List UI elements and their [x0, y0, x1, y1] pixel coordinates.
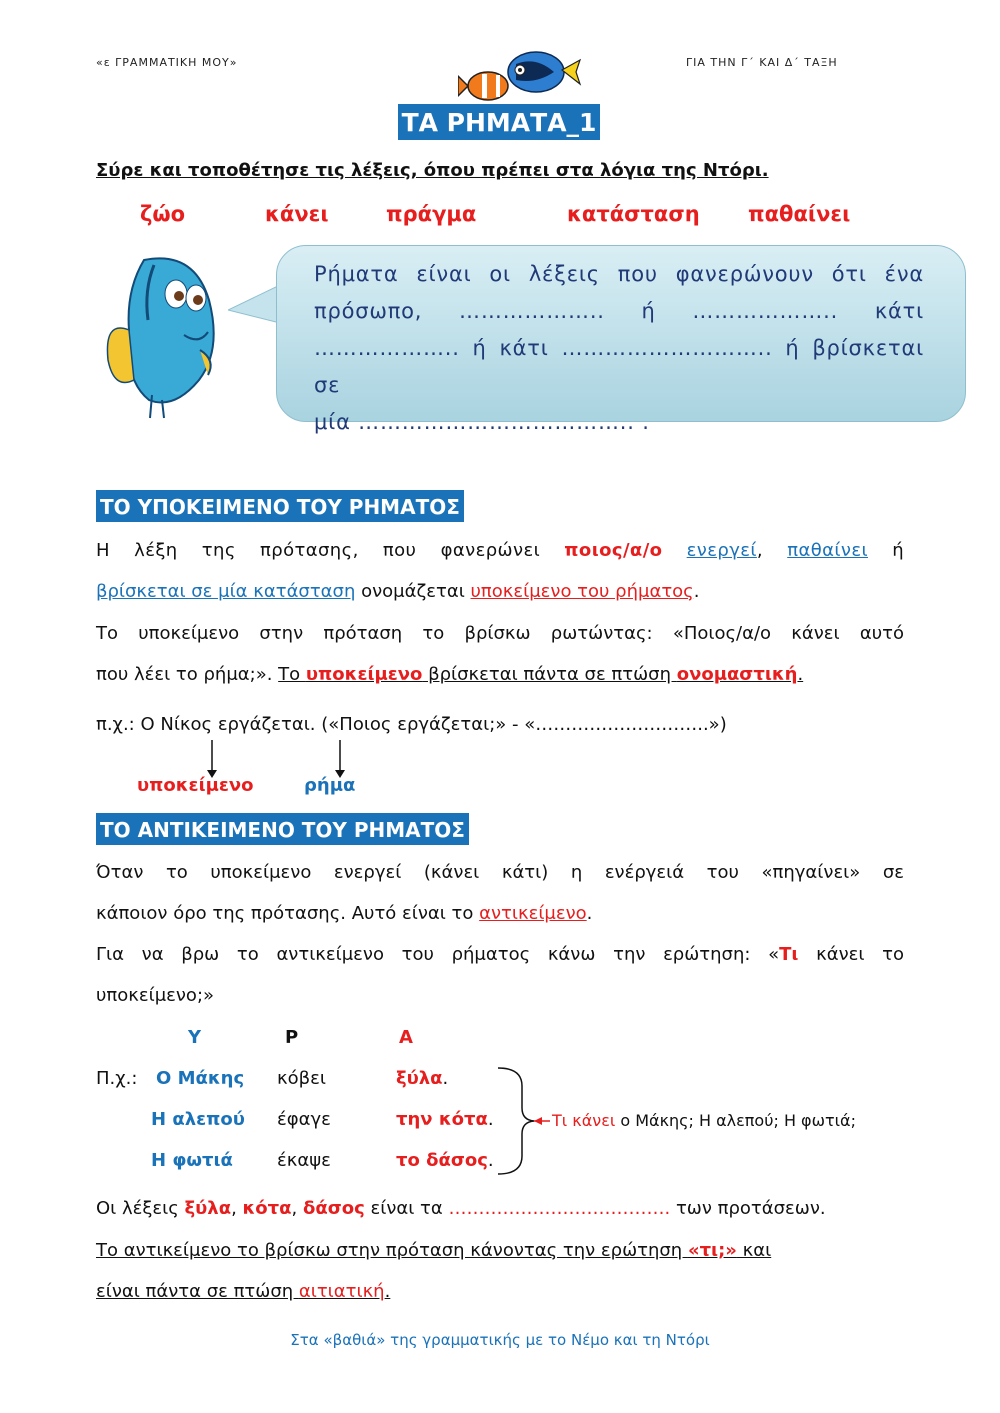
drag-word-zoo[interactable]: ζώο: [140, 202, 186, 226]
instruction-text: Σύρε και τοποθέτησε τις λέξεις, όπου πρέπει στα λόγια της Ντόρι.: [96, 160, 769, 181]
subject-paragraph-line1: Η λέξη της πρότασης, που φανερώνει ποιος/α/ο ενεργεί, παθαίνει ή: [96, 540, 904, 561]
text: που λέει το ρήμα;».: [96, 664, 273, 685]
object-paragraph-line4: υποκείμενο;»: [96, 985, 215, 1006]
text-xyla: ξύλα: [184, 1198, 232, 1219]
object-paragraph-line3: [96, 944, 904, 965]
answer-blank[interactable]: ……………………………….: [448, 1198, 671, 1219]
label-subject: υποκείμενο: [137, 775, 254, 796]
bubble-line-2e: κάτι: [874, 299, 924, 323]
drag-word-pathainei[interactable]: παθαίνει: [748, 202, 851, 226]
object-paragraph-line2: κάποιον όρο της πρότασης. Αυτό είναι το αντικείμενο.: [96, 903, 593, 924]
row1-verb: κόβει: [277, 1068, 326, 1089]
subject-paragraph-line3: Το υποκείμενο στην πρόταση το βρίσκω ρωτώντας: «Ποιος/α/ο κάνει αυτό: [96, 623, 904, 644]
blank-2[interactable]: ………………..: [692, 299, 839, 323]
col-header-r: Ρ: [285, 1027, 299, 1048]
bubble-line-3[interactable]: ……………….. ή κάτι ……………………….. ή βρίσκεται σε: [314, 336, 924, 397]
row1-subject: Ο Μάκης: [156, 1068, 245, 1089]
text: ονομάζεται: [355, 581, 471, 602]
row3-subject: Η φωτιά: [151, 1150, 233, 1171]
text: είναι τα: [364, 1198, 449, 1219]
text-subject-term: υποκείμενο του ρήματος: [470, 581, 694, 602]
summary-line3: είναι πάντα σε πτώση αιτιατική.: [96, 1281, 391, 1302]
row2-object: την κότα.: [396, 1109, 494, 1130]
section-heading-subject: ΤΟ ΥΠΟΚΕΙΜΕΝΟ ΤΟΥ ΡΗΜΑΤΟΣ: [96, 490, 464, 522]
text-acts: ενεργεί: [686, 540, 757, 561]
header-left: «ε ΓΡΑΜΜΑΤΙΚΗ ΜΟΥ»: [96, 56, 238, 69]
text-state: βρίσκεται σε μία κατάσταση: [96, 581, 356, 602]
row3-verb: έκαψε: [277, 1150, 331, 1171]
text-ti-kanei: Τι κάνει: [552, 1111, 616, 1130]
text-ti-question: «τι;»: [687, 1240, 737, 1261]
text: Οι λέξεις: [96, 1198, 185, 1219]
text-nominative: ονομαστική: [676, 664, 798, 685]
text-accusative: αιτιατική: [298, 1281, 385, 1302]
row1-object: ξύλα.: [396, 1068, 449, 1089]
row2-verb: έφαγε: [277, 1109, 331, 1130]
text: Η λέξη της πρότασης, που φανερώνει: [96, 540, 565, 561]
text: Για να βρω το αντικείμενο του ρήματος κάνω την ερώτηση: «: [96, 944, 780, 965]
curly-brace-icon: [494, 1066, 554, 1176]
drag-word-katastasi[interactable]: κατάσταση: [567, 202, 700, 226]
text: βρίσκεται πάντα σε πτώση: [422, 664, 677, 685]
bubble-line-4[interactable]: μία ……………………………….. .: [314, 410, 650, 434]
footer-text: Στα «βαθιά» της γραμματικής με το Νέμο και τη Ντόρι: [290, 1331, 710, 1349]
blank-1[interactable]: ………………..: [459, 299, 605, 323]
drag-word-pragma[interactable]: πράγμα: [386, 202, 477, 226]
text: κάνει το: [798, 944, 904, 965]
text-suffers: παθαίνει: [787, 540, 868, 561]
header-right: ΓΙΑ ΤΗΝ Γ΄ ΚΑΙ Δ΄ ΤΑΞΗ: [686, 56, 838, 69]
question-note: [552, 1111, 856, 1130]
label-verb: ρήμα: [304, 775, 356, 796]
text: Το: [278, 664, 306, 685]
row2-subject: Η αλεπού: [151, 1109, 245, 1130]
text: κάποιον όρο της πρότασης. Αυτό είναι το: [96, 903, 480, 924]
summary-line1: Οι λέξεις ξύλα, κότα, δάσος είναι τα ………………………………. των προτάσεων.: [96, 1198, 826, 1219]
bubble-text: [314, 256, 924, 441]
text: είναι πάντα σε πτώση: [96, 1281, 299, 1302]
text: ο Μάκης; Η αλεπού; Η φωτιά;: [615, 1111, 856, 1130]
text: ξύλα: [396, 1068, 443, 1089]
dory-fish-icon: [104, 250, 234, 420]
text-subject: υποκείμενο: [305, 664, 423, 685]
col-header-a: Α: [399, 1027, 413, 1048]
text-or: ή: [892, 540, 904, 561]
px-label: Π.χ.:: [96, 1068, 138, 1089]
page-title: ΤΑ ΡΗΜΑΤΑ_1: [398, 104, 600, 140]
bubble-line-2: [314, 293, 924, 330]
text: το δάσος: [396, 1150, 488, 1171]
fish-logo-icon: [458, 44, 582, 106]
subject-example[interactable]: π.χ.: Ο Νίκος εργάζεται. («Ποιος εργάζεται;» - «………………………..»): [96, 714, 727, 735]
text: την κότα: [396, 1109, 488, 1130]
col-header-y: Υ: [188, 1027, 202, 1048]
drag-word-kanei[interactable]: κάνει: [265, 202, 329, 226]
text: Το αντικείμενο το βρίσκω στην πρόταση κάνοντας την ερώτηση: [96, 1240, 688, 1261]
object-paragraph-line1: Όταν το υποκείμενο ενεργεί (κάνει κάτι) η ενέργειά του «πηγαίνει» σε: [96, 862, 904, 883]
bubble-line-2c: ή: [641, 299, 656, 323]
text-kota: κότα: [242, 1198, 292, 1219]
row3-object: το δάσος.: [396, 1150, 494, 1171]
text: και: [736, 1240, 772, 1261]
bubble-line-2a: πρόσωπο,: [314, 299, 423, 323]
bubble-line-1: Ρήματα είναι οι λέξεις που φανερώνουν ότι ένα: [314, 262, 924, 286]
text: των προτάσεων.: [670, 1198, 826, 1219]
subject-paragraph-line4: που λέει το ρήμα;». Το υποκείμενο βρίσκεται πάντα σε πτώση ονομαστική.: [96, 664, 804, 685]
summary-line2: [96, 1240, 771, 1261]
text-object: αντικείμενο: [479, 903, 587, 924]
text-ti: Τι: [779, 944, 799, 965]
subject-paragraph-line2: βρίσκεται σε μία κατάσταση ονομάζεται υποκείμενο του ρήματος.: [96, 581, 700, 602]
text-who: ποιος/α/ο: [564, 540, 663, 561]
text-dasos: δάσος: [302, 1198, 365, 1219]
section-heading-object: ΤΟ ΑΝΤΙΚΕΙΜΕΝΟ ΤΟΥ ΡΗΜΑΤΟΣ: [96, 813, 469, 845]
example-arrows: [200, 738, 360, 780]
